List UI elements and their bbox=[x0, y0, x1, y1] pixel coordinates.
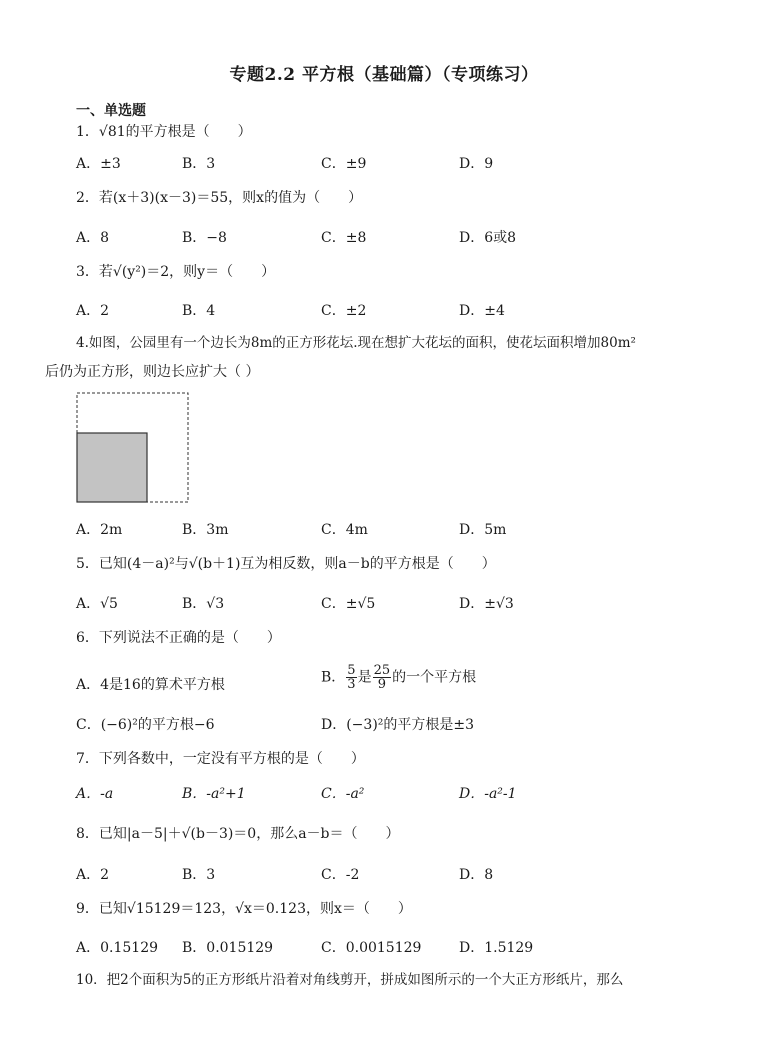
question-9-stem: 9．已知√15129＝123，√x＝0.123，则x＝（ ） bbox=[76, 901, 412, 917]
question-9-option-a[interactable]: A．0.15129 bbox=[76, 940, 159, 956]
question-7-option-a[interactable]: A．-a bbox=[76, 786, 114, 802]
fraction-five-thirds bbox=[346, 664, 356, 691]
section-heading: 一、单选题 bbox=[76, 103, 146, 119]
fraction-twentyfive-ninths bbox=[373, 664, 392, 691]
question-3-option-d[interactable]: D．±4 bbox=[459, 303, 505, 319]
fraction-numerator: 5 bbox=[347, 663, 356, 678]
question-6-option-b-mid: 是 bbox=[357, 669, 372, 686]
question-6-option-b[interactable] bbox=[321, 664, 476, 691]
fraction-numerator: 25 bbox=[373, 663, 391, 678]
question-8-option-b[interactable]: B．3 bbox=[182, 867, 216, 883]
question-2-option-b[interactable]: B．−8 bbox=[182, 230, 227, 246]
question-5-option-c[interactable]: C．±√5 bbox=[321, 596, 376, 612]
question-1-option-d[interactable]: D．9 bbox=[459, 156, 494, 172]
question-6-option-b-suffix: 的一个平方根 bbox=[392, 669, 477, 686]
question-7-option-b[interactable]: B．-a²+1 bbox=[182, 786, 246, 802]
question-5-stem: 5．已知(4－a)²与√(b＋1)互为相反数，则a－b的平方根是（ ） bbox=[76, 556, 496, 572]
question-1-option-b[interactable]: B．3 bbox=[182, 156, 216, 172]
question-6-option-d[interactable]: D．(−3)²的平方根是±3 bbox=[321, 717, 475, 733]
question-4-stem-line-2: 后仍为正方形，则边长应扩大（ ） bbox=[45, 364, 260, 380]
question-2-option-d[interactable]: D．6或8 bbox=[459, 230, 517, 246]
question-4-stem-line-1: 4.如图，公园里有一个边长为8m的正方形花坛.现在想扩大花坛的面积，使花坛面积增加80m² bbox=[76, 335, 636, 351]
question-3-stem: 3．若√(y²)＝2，则y＝（ ） bbox=[76, 264, 276, 280]
question-5-option-a[interactable]: A．√5 bbox=[76, 596, 118, 612]
question-1-option-a[interactable]: A．±3 bbox=[76, 156, 121, 172]
question-1-stem: 1．√81的平方根是（ ） bbox=[76, 124, 252, 140]
question-3-option-a[interactable]: A．2 bbox=[76, 303, 110, 319]
question-6-stem: 6．下列说法不正确的是（ ） bbox=[76, 630, 281, 646]
question-6-option-c[interactable]: C．(−6)²的平方根−6 bbox=[76, 717, 215, 733]
question-6-option-a[interactable]: A．4是16的算术平方根 bbox=[76, 677, 225, 693]
question-7-option-d[interactable]: D．-a²-1 bbox=[459, 786, 517, 802]
question-9-option-b[interactable]: B．0.015129 bbox=[182, 940, 274, 956]
question-7-stem: 7．下列各数中，一定没有平方根的是（ ） bbox=[76, 751, 365, 767]
question-1-option-c[interactable]: C．±9 bbox=[321, 156, 367, 172]
question-8-option-c[interactable]: C．-2 bbox=[321, 867, 360, 883]
fraction-denominator: 9 bbox=[377, 677, 386, 692]
question-4-option-d[interactable]: D．5m bbox=[459, 522, 507, 538]
question-4-option-c[interactable]: C．4m bbox=[321, 522, 368, 538]
question-2-stem: 2．若(x＋3)(x－3)＝55，则x的值为（ ） bbox=[76, 190, 363, 206]
question-7-option-c[interactable]: C．-a² bbox=[321, 786, 365, 802]
question-4-option-a[interactable]: A．2m bbox=[76, 522, 123, 538]
question-5-option-d[interactable]: D．±√3 bbox=[459, 596, 514, 612]
page-title: 专题2.2 平方根（基础篇）（专项练习） bbox=[229, 65, 539, 85]
flowerbed-square-figure bbox=[76, 392, 189, 503]
question-3-option-c[interactable]: C．±2 bbox=[321, 303, 367, 319]
question-4-option-b[interactable]: B．3m bbox=[182, 522, 229, 538]
question-2-option-c[interactable]: C．±8 bbox=[321, 230, 367, 246]
question-8-option-a[interactable]: A．2 bbox=[76, 867, 110, 883]
question-10-stem: 10．把2个面积为5的正方形纸片沿着对角线剪开，拼成如图所示的一个大正方形纸片，那么 bbox=[76, 972, 624, 988]
question-9-option-d[interactable]: D．1.5129 bbox=[459, 940, 534, 956]
question-9-option-c[interactable]: C．0.0015129 bbox=[321, 940, 422, 956]
question-3-option-b[interactable]: B．4 bbox=[182, 303, 216, 319]
original-square-flowerbed bbox=[77, 433, 147, 502]
question-6-option-b-prefix: B． bbox=[321, 669, 346, 686]
question-5-option-b[interactable]: B．√3 bbox=[182, 596, 225, 612]
fraction-denominator: 3 bbox=[347, 677, 356, 692]
question-2-option-a[interactable]: A．8 bbox=[76, 230, 110, 246]
question-8-stem: 8．已知|a－5|＋√(b－3)＝0，那么a－b＝（ ） bbox=[76, 826, 400, 842]
question-8-option-d[interactable]: D．8 bbox=[459, 867, 494, 883]
